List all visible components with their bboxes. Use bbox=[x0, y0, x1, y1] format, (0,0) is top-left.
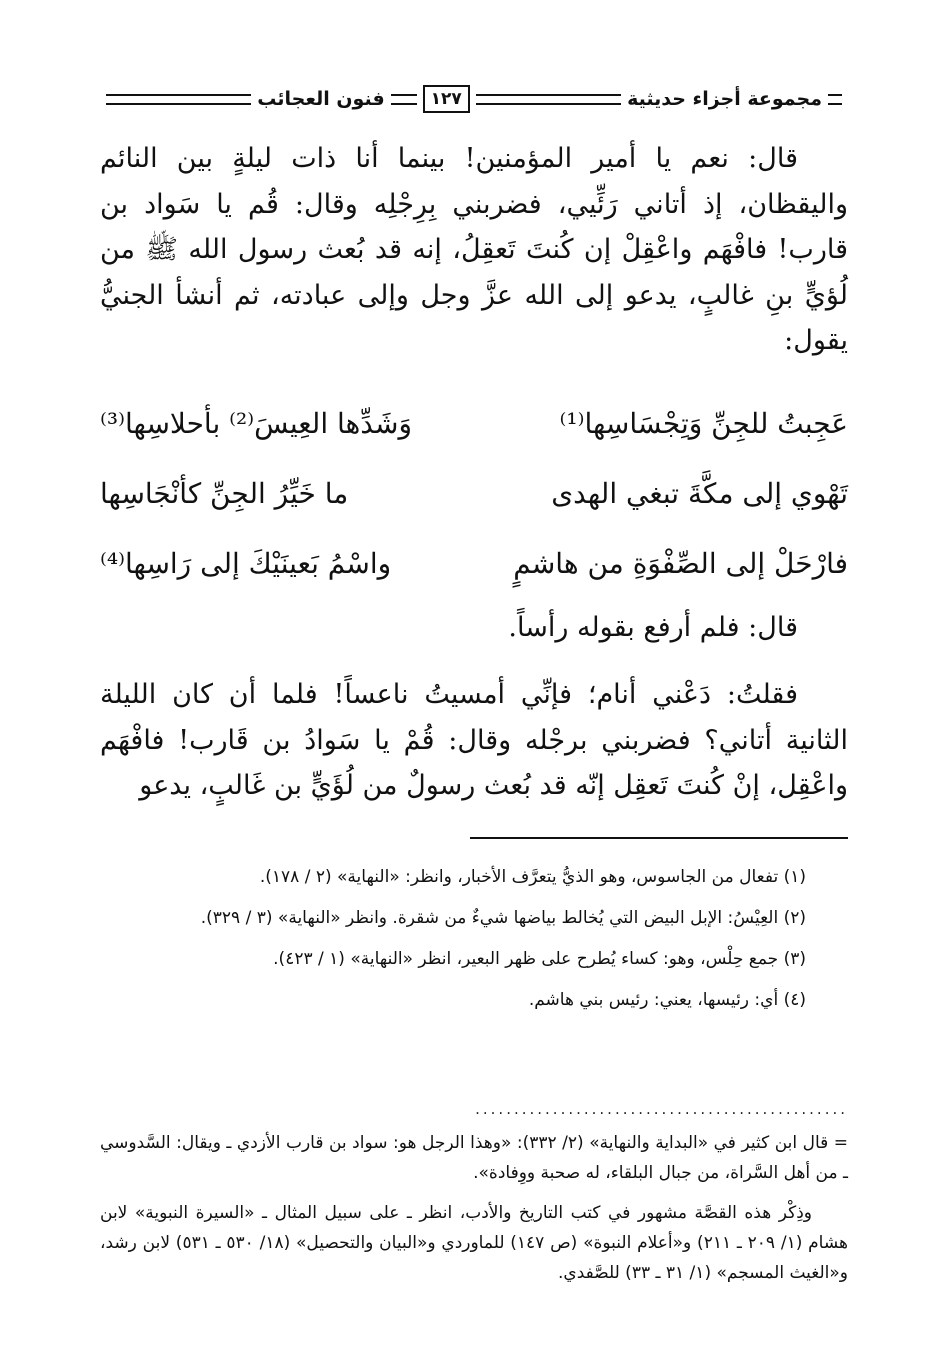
continuation-paragraph: وذِكْر هذه القصَّة مشهور في كتب التاريخ والأدب، انظر ـ على سبيل المثال ـ «السيرة النبوية» لابن هشام (١/ ٢٠٩ ـ ٢١١) و«أعلام النبوة» (ص ١٤٧) للماوردي و«البيان والتحصيل» (١٨/ ٥٣٠ ـ ٥٣١) لابن رشد، و«الغيث المسجم» (١/ ٣١ ـ ٣٣) للصَّفدي. bbox=[100, 1203, 848, 1283]
footnote-continuation bbox=[100, 1128, 848, 1298]
footnote: (٢) العِيْسُ: الإبل البيض التي يُخالط بياضها شيءٌ من شقرة. وانظر «النهاية» (٣ / ٣٢٩). bbox=[200, 908, 806, 928]
verse-second-hemistich: وَشَدِّها العِيسَ⁽²⁾ بأحلاسِها⁽³⁾ bbox=[100, 406, 412, 440]
verse-line bbox=[100, 388, 848, 458]
paragraph: قال: نعم يا أمير المؤمنين! بينما أنا ذات ليلةٍ بين النائم واليقظان، إذ أتاني رَئِّيي، فضربني بِرِجْلِه وقال: قُم يا سَواد بن قارب! فافْهَم واعْقِلْ إن كُنتَ تَعقِلُ، إنه قد بُعث رسول الله ﷺ من لُؤيٍّ بنِ غالبٍ، يدعو إلى الله عزَّ وجل وإلى عبادته، ثم أنشأ الجنيُّ يقول: bbox=[100, 143, 848, 356]
part-title: فنون العجائب bbox=[257, 88, 385, 110]
footnote: (١) تفعال من الجاسوس، وهو الذيُّ يتعرَّف الأخبار، وانظر: «النهاية» (٢ / ١٧٨). bbox=[259, 867, 806, 887]
verse-line bbox=[100, 458, 848, 528]
footnote: (٤) أي: رئيسها، يعني: رئيس بني هاشم. bbox=[528, 990, 806, 1010]
verse-line bbox=[100, 528, 848, 598]
footnote-separator bbox=[470, 837, 848, 839]
running-header bbox=[100, 82, 848, 116]
main-text bbox=[100, 136, 848, 364]
verse-second-hemistich: واسْمُ بَعينَيْكَ إلى رَاسِها⁽⁴⁾ bbox=[100, 546, 392, 580]
verse-second-hemistich: ما خَيِّرُ الجِنِّ كأنْجَاسِها bbox=[100, 476, 349, 510]
verse-first-hemistich: تَهْوي إلى مكَّةَ تبغي الهدى bbox=[551, 476, 848, 510]
footnote: (٣) جمع حِلْس، وهو: كساء يُطرح على ظهر البعير، انظر «النهاية» (١ / ٤٢٣). bbox=[273, 949, 806, 969]
header-rule bbox=[476, 94, 621, 105]
paragraph: فقلتُ: دَعْني أنام؛ فإنِّي أمسيتُ ناعساً! فلما أن كان الليلة الثانية أتاني؟ فضربني برجْله وقال: قُمْ يا سَوادُ بن قَارب! فافْهَم واعْقِل، إنْ كُنتَ تَعقِل إنّه قد بُعث رسولٌ من لُؤَيٍّ بن غَالبٍ، يدعو bbox=[100, 679, 848, 801]
poem bbox=[100, 388, 848, 598]
dotted-separator: ................................................ bbox=[475, 1100, 848, 1118]
footnotes bbox=[100, 862, 848, 1026]
header-rule bbox=[828, 94, 842, 105]
verse-first-hemistich: فارْحَلْ إلى الصِّفْوَةِ من هاشمٍ bbox=[513, 546, 848, 580]
book-title: مجموعة أجزاء حديثية bbox=[627, 88, 822, 110]
verse-first-hemistich: عَجِبتُ للجِنِّ وَتِجْسَاسِها⁽¹⁾ bbox=[559, 406, 848, 440]
page-number: ١٢٧ bbox=[423, 85, 470, 113]
header-rule bbox=[391, 94, 417, 105]
header-rule bbox=[106, 94, 251, 105]
continuation-paragraph: = قال ابن كثير في «البداية والنهاية» (٢/ ٣٣٢): «وهذا الرجل هو: سواد بن قارب الأزدي ـ ويقال: السَّدوسي ـ من أهل السَّراة، من جبال البلقاء، له صحبة ووِفادة». bbox=[100, 1133, 849, 1183]
main-text bbox=[100, 672, 848, 809]
paragraph: قال: فلم أرفع بقوله رأساً. bbox=[508, 612, 798, 643]
